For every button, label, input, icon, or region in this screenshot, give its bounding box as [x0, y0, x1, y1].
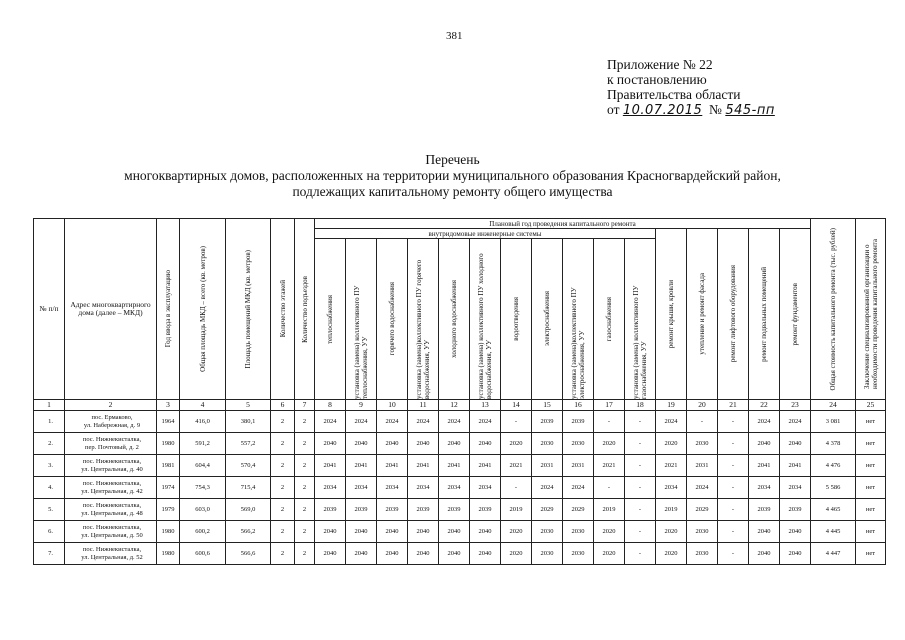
planned-year: 2024: [470, 411, 501, 433]
year-built: 1980: [157, 543, 180, 565]
planned-year: 2030: [563, 543, 594, 565]
planned-year: -: [718, 499, 749, 521]
planned-year: 2040: [439, 521, 470, 543]
conclusion: нет: [856, 499, 886, 521]
conclusion: нет: [856, 411, 886, 433]
header-internal-systems: внутридомовые инженерные системы: [315, 229, 656, 239]
header-year-built: Год ввода в эксплуатацию: [157, 219, 180, 400]
column-number: 24: [811, 400, 856, 411]
column-number: 16: [563, 400, 594, 411]
planned-year: 2024: [377, 411, 408, 433]
row-number: 7.: [34, 543, 65, 565]
premises-area: 570,4: [226, 455, 271, 477]
planned-year: 2040: [408, 521, 439, 543]
planned-year: -: [501, 477, 532, 499]
column-number: 15: [532, 400, 563, 411]
planned-year: 2040: [780, 433, 811, 455]
planned-year: 2020: [501, 521, 532, 543]
column-number: 19: [656, 400, 687, 411]
header-col-11: установка (замена)коллективного ПУ горячего водоснабжения, УУ: [408, 239, 439, 400]
planned-year: 2041: [780, 455, 811, 477]
planned-year: 2031: [687, 455, 718, 477]
planned-year: 2039: [439, 499, 470, 521]
planned-year: 2034: [408, 477, 439, 499]
page-number: 381: [446, 30, 463, 42]
planned-year: 2019: [594, 499, 625, 521]
planned-year: 2039: [377, 499, 408, 521]
row-number: 3.: [34, 455, 65, 477]
planned-year: 2024: [563, 477, 594, 499]
table-row: [34, 543, 886, 565]
column-number: 23: [780, 400, 811, 411]
address-line2: ул. Центральная, д. 50: [81, 531, 143, 539]
cost: 5 586: [811, 477, 856, 499]
planned-year: 2019: [656, 499, 687, 521]
document-title: [0, 152, 905, 200]
row-address: [65, 521, 157, 543]
planned-year: 2041: [749, 455, 780, 477]
planned-year: -: [687, 411, 718, 433]
header-entrances: Количество подъездов: [295, 219, 315, 400]
planned-year: 2031: [532, 455, 563, 477]
address-line1: пос. Нижнекисталка,: [82, 435, 142, 443]
conclusion: нет: [856, 521, 886, 543]
row-address: [65, 499, 157, 521]
address-line1: пос. Нижнекисталка,: [82, 523, 142, 531]
header-total-area: Общая площадь МКД – всего (кв. метров): [180, 219, 226, 400]
planned-year: 2024: [315, 411, 346, 433]
header-cost: Общая стоимость капитального ремонта (тыс. рублей): [811, 219, 856, 400]
column-number: 10: [377, 400, 408, 411]
planned-year: 2034: [749, 477, 780, 499]
address-line1: пос. Нижнекисталка,: [82, 501, 142, 509]
planned-year: 2034: [346, 477, 377, 499]
column-number: 3: [157, 400, 180, 411]
planned-year: 2030: [563, 433, 594, 455]
column-number: 1: [34, 400, 65, 411]
planned-year: 2040: [377, 543, 408, 565]
planned-year: 2030: [532, 543, 563, 565]
planned-year: 2041: [377, 455, 408, 477]
appendix-line1: Приложение № 22: [607, 57, 713, 72]
header-col-18: установка (замена) коллективного ПУ газоснабжения, УУ: [625, 239, 656, 400]
planned-year: 2040: [346, 433, 377, 455]
planned-year: 2024: [532, 477, 563, 499]
number-label: №: [709, 102, 722, 117]
floors: 2: [271, 411, 295, 433]
planned-year: 2020: [501, 433, 532, 455]
header-col-21: ремонт лифтового оборудования: [718, 229, 749, 400]
planned-year: 2020: [656, 521, 687, 543]
row-address: [65, 433, 157, 455]
column-number: 13: [470, 400, 501, 411]
column-number: 8: [315, 400, 346, 411]
planned-year: 2039: [315, 499, 346, 521]
floors: 2: [271, 499, 295, 521]
entrances: 2: [295, 521, 315, 543]
planned-year: 2040: [408, 543, 439, 565]
row-number: 1.: [34, 411, 65, 433]
header-col-12: холодного водоснабжения: [439, 239, 470, 400]
title-line3: подлежащих капитальному ремонту общего имущества: [292, 184, 613, 199]
column-number: 20: [687, 400, 718, 411]
planned-year: 2029: [687, 499, 718, 521]
year-built: 1980: [157, 433, 180, 455]
cost: 4 378: [811, 433, 856, 455]
planned-year: 2031: [563, 455, 594, 477]
total-area: 591,2: [180, 433, 226, 455]
total-area: 604,4: [180, 455, 226, 477]
planned-year: -: [594, 477, 625, 499]
planned-year: -: [501, 411, 532, 433]
planned-year: 2039: [408, 499, 439, 521]
planned-year: 2021: [594, 455, 625, 477]
planned-year: 2020: [594, 433, 625, 455]
column-number: 2: [65, 400, 157, 411]
cost: 3 081: [811, 411, 856, 433]
appendix-line2: к постановлению: [607, 72, 707, 87]
conclusion: нет: [856, 543, 886, 565]
cost: 4 476: [811, 455, 856, 477]
planned-year: 2039: [563, 411, 594, 433]
address-line1: пос. Нижнекисталка,: [82, 479, 142, 487]
column-number: 9: [346, 400, 377, 411]
planned-year: 2020: [594, 521, 625, 543]
appendix-date-line: [607, 102, 775, 118]
header-col-10: горячего водоснабжения: [377, 239, 408, 400]
planned-year: 2040: [315, 543, 346, 565]
address-line1: пос. Нижнекисталка,: [82, 457, 142, 465]
planned-year: 2040: [470, 521, 501, 543]
cost: 4 465: [811, 499, 856, 521]
row-address: [65, 543, 157, 565]
planned-year: 2040: [315, 521, 346, 543]
total-area: 603,0: [180, 499, 226, 521]
planned-year: -: [718, 433, 749, 455]
header-col-22: ремонт подвальных помещений: [749, 229, 780, 400]
year-built: 1974: [157, 477, 180, 499]
address-line2: ул. Центральная, д. 42: [81, 487, 143, 495]
total-area: 754,3: [180, 477, 226, 499]
planned-year: 2040: [470, 433, 501, 455]
table-row: [34, 499, 886, 521]
header-col-14: водоотведения: [501, 239, 532, 400]
year-built: 1981: [157, 455, 180, 477]
planned-year: 2034: [656, 477, 687, 499]
from-label: от: [607, 102, 620, 117]
conclusion: нет: [856, 477, 886, 499]
planned-year: 2041: [346, 455, 377, 477]
planned-year: 2040: [780, 521, 811, 543]
planned-year: 2039: [346, 499, 377, 521]
planned-year: 2024: [439, 411, 470, 433]
table-row: [34, 433, 886, 455]
planned-year: -: [625, 543, 656, 565]
planned-year: 2039: [470, 499, 501, 521]
planned-year: -: [625, 521, 656, 543]
planned-year: 2040: [749, 521, 780, 543]
row-address: [65, 455, 157, 477]
header-col-19: ремонт крыши, кровли: [656, 229, 687, 400]
row-number: 5.: [34, 499, 65, 521]
column-number: 18: [625, 400, 656, 411]
premises-area: 566,2: [226, 521, 271, 543]
planned-year: 2040: [346, 521, 377, 543]
planned-year: -: [718, 521, 749, 543]
address-line2: ул. Центральная, д. 40: [81, 465, 143, 473]
table-row: [34, 521, 886, 543]
planned-year: -: [625, 477, 656, 499]
planned-year: 2030: [532, 433, 563, 455]
repair-table: [33, 218, 886, 565]
planned-year: 2020: [594, 543, 625, 565]
appendix-line3: Правительства области: [607, 87, 741, 102]
table-row: [34, 477, 886, 499]
planned-year: 2040: [749, 543, 780, 565]
conclusion: нет: [856, 433, 886, 455]
planned-year: 2030: [532, 521, 563, 543]
column-number: 17: [594, 400, 625, 411]
address-line2: ул. Набережная, д. 9: [83, 421, 141, 429]
address-line1: пос. Ермаково,: [91, 413, 133, 421]
planned-year: 2040: [780, 543, 811, 565]
planned-year: 2024: [408, 411, 439, 433]
column-number: 25: [856, 400, 886, 411]
planned-year: 2040: [346, 543, 377, 565]
table-row: [34, 455, 886, 477]
year-built: 1979: [157, 499, 180, 521]
header-col-8: теплоснабжения: [315, 239, 346, 400]
entrances: 2: [295, 543, 315, 565]
planned-year: 2030: [687, 433, 718, 455]
header-col-15: электроснабжения: [532, 239, 563, 400]
premises-area: 569,0: [226, 499, 271, 521]
planned-year: 2041: [315, 455, 346, 477]
column-number: 11: [408, 400, 439, 411]
row-address: [65, 411, 157, 433]
premises-area: 566,6: [226, 543, 271, 565]
year-built: 1964: [157, 411, 180, 433]
total-area: 600,2: [180, 521, 226, 543]
planned-year: 2040: [749, 433, 780, 455]
floors: 2: [271, 477, 295, 499]
header-planned-year: Плановый год проведения капитального ремонта: [315, 219, 811, 229]
planned-year: 2024: [749, 411, 780, 433]
header-col-23: ремонт фундаментов: [780, 229, 811, 400]
premises-area: 557,2: [226, 433, 271, 455]
column-number: 7: [295, 400, 315, 411]
planned-year: 2041: [408, 455, 439, 477]
planned-year: 2030: [687, 543, 718, 565]
address-line2: ул. Центральная, д. 52: [81, 553, 143, 561]
planned-year: 2040: [439, 433, 470, 455]
planned-year: 2039: [532, 411, 563, 433]
planned-year: -: [718, 455, 749, 477]
conclusion: нет: [856, 455, 886, 477]
planned-year: 2039: [749, 499, 780, 521]
planned-year: 2024: [687, 477, 718, 499]
address-line1: пос. Нижнекисталка,: [82, 545, 142, 553]
premises-area: 380,1: [226, 411, 271, 433]
planned-year: -: [718, 411, 749, 433]
header-col-16: установка (замена)коллективного ПУ электроснабжения, УУ: [563, 239, 594, 400]
planned-year: 2019: [501, 499, 532, 521]
column-number: 21: [718, 400, 749, 411]
entrances: 2: [295, 455, 315, 477]
column-number: 22: [749, 400, 780, 411]
table-row: [34, 411, 886, 433]
row-number: 6.: [34, 521, 65, 543]
floors: 2: [271, 521, 295, 543]
column-number: 12: [439, 400, 470, 411]
header-col-13: установка (замена) коллективного ПУ холодного водоснабжения, УУ: [470, 239, 501, 400]
row-number: 4.: [34, 477, 65, 499]
planned-year: 2034: [315, 477, 346, 499]
handwritten-number: 545-пп: [725, 103, 775, 118]
planned-year: 2020: [656, 543, 687, 565]
planned-year: -: [625, 455, 656, 477]
planned-year: 2039: [780, 499, 811, 521]
planned-year: 2034: [470, 477, 501, 499]
row-address: [65, 477, 157, 499]
floors: 2: [271, 433, 295, 455]
planned-year: 2034: [377, 477, 408, 499]
column-number: 5: [226, 400, 271, 411]
planned-year: -: [625, 433, 656, 455]
column-number: 6: [271, 400, 295, 411]
planned-year: 2030: [563, 521, 594, 543]
handwritten-date: 10.07.2015: [622, 103, 703, 118]
entrances: 2: [295, 477, 315, 499]
planned-year: 2021: [501, 455, 532, 477]
planned-year: 2040: [408, 433, 439, 455]
column-number-row: [34, 400, 886, 411]
header-address: Адрес многоквартирного дома (далее – МКД): [65, 219, 157, 400]
cost: 4 447: [811, 543, 856, 565]
planned-year: 2029: [532, 499, 563, 521]
planned-year: 2034: [439, 477, 470, 499]
entrances: 2: [295, 499, 315, 521]
planned-year: 2021: [656, 455, 687, 477]
planned-year: -: [625, 499, 656, 521]
entrances: 2: [295, 411, 315, 433]
premises-area: 715,4: [226, 477, 271, 499]
total-area: 600,6: [180, 543, 226, 565]
planned-year: 2024: [780, 411, 811, 433]
planned-year: 2040: [377, 521, 408, 543]
planned-year: 2024: [656, 411, 687, 433]
title-line2: многоквартирных домов, расположенных на территории муниципального образования Красногвардейский район,: [124, 168, 781, 183]
floors: 2: [271, 543, 295, 565]
column-number: 14: [501, 400, 532, 411]
address-line2: ул. Центральная, д. 48: [81, 509, 143, 517]
planned-year: 2041: [470, 455, 501, 477]
planned-year: 2040: [439, 543, 470, 565]
planned-year: 2020: [656, 433, 687, 455]
appendix-block: [607, 57, 775, 118]
row-number: 2.: [34, 433, 65, 455]
planned-year: 2034: [780, 477, 811, 499]
planned-year: -: [594, 411, 625, 433]
planned-year: 2029: [563, 499, 594, 521]
planned-year: 2040: [315, 433, 346, 455]
total-area: 416,0: [180, 411, 226, 433]
header-premises-area: Площадь помещений МКД (кв. метров): [226, 219, 271, 400]
header-num: № п/п: [34, 219, 65, 400]
planned-year: 2041: [439, 455, 470, 477]
year-built: 1980: [157, 521, 180, 543]
header-floors: Количество этажей: [271, 219, 295, 400]
planned-year: 2030: [687, 521, 718, 543]
planned-year: -: [718, 543, 749, 565]
header-conclusion: Заключение специализированной организации о необходимости проведения капитального ремонта: [856, 219, 886, 400]
planned-year: 2024: [346, 411, 377, 433]
planned-year: 2040: [377, 433, 408, 455]
column-number: 4: [180, 400, 226, 411]
entrances: 2: [295, 433, 315, 455]
cost: 4 445: [811, 521, 856, 543]
title-line1: Перечень: [425, 152, 480, 167]
address-line2: пер. Почтовый, д. 2: [85, 443, 139, 451]
planned-year: -: [625, 411, 656, 433]
planned-year: -: [718, 477, 749, 499]
header-col-9: установка (замена) коллективного ПУ теплоснабжения, УУ: [346, 239, 377, 400]
floors: 2: [271, 455, 295, 477]
header-col-17: газоснабжения: [594, 239, 625, 400]
planned-year: 2040: [470, 543, 501, 565]
header-col-20: утепление и ремонт фасада: [687, 229, 718, 400]
planned-year: 2020: [501, 543, 532, 565]
